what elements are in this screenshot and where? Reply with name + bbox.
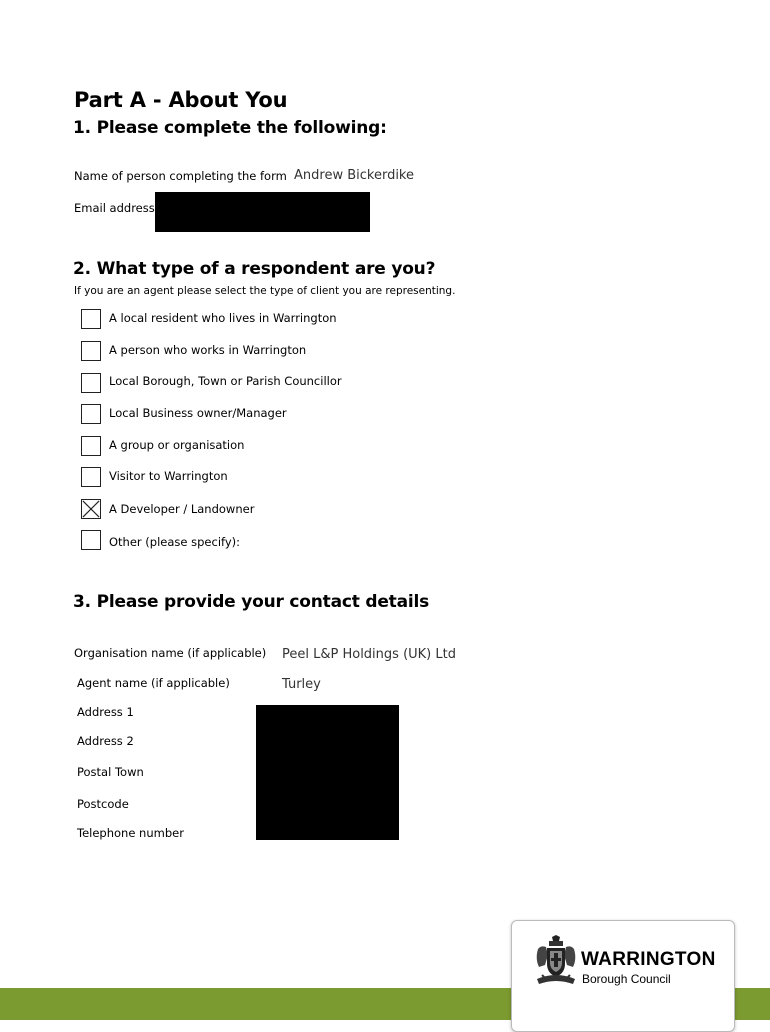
name-label: Name of person completing the form	[74, 169, 287, 183]
address-1-label: Address 1	[77, 705, 134, 719]
checkbox-visitor[interactable]	[81, 467, 101, 487]
agent-label: Agent name (if applicable)	[77, 676, 230, 690]
coat-of-arms-icon	[534, 935, 578, 989]
logo-subtitle: Borough Council	[582, 972, 671, 986]
section-2-heading: 2. What type of a respondent are you?	[73, 259, 436, 279]
contact-details-redaction	[256, 705, 399, 840]
option-label: A local resident who lives in Warrington	[109, 311, 337, 325]
part-title: Part A - About You	[74, 88, 288, 112]
checkbox-other[interactable]	[81, 530, 101, 550]
checkbox-developer-landowner[interactable]	[81, 499, 101, 519]
email-redaction	[155, 192, 370, 232]
section-3-heading: 3. Please provide your contact details	[73, 592, 430, 612]
checkbox-business-owner[interactable]	[81, 404, 101, 424]
postal-town-label: Postal Town	[77, 765, 144, 779]
option-label: A group or organisation	[109, 438, 245, 452]
checkbox-councillor[interactable]	[81, 373, 101, 393]
option-label: Local Borough, Town or Parish Councillor	[109, 374, 342, 388]
postcode-label: Postcode	[77, 797, 129, 811]
address-2-label: Address 2	[77, 734, 134, 748]
checkbox-group-organisation[interactable]	[81, 436, 101, 456]
email-label: Email address	[74, 201, 155, 215]
organisation-label: Organisation name (if applicable)	[74, 646, 267, 660]
logo-name: WARRINGTON	[581, 949, 716, 970]
section-2-instruction: If you are an agent please select the type of client you are representing.	[74, 285, 456, 297]
option-label: A Developer / Landowner	[109, 502, 255, 516]
organisation-value[interactable]: Peel L&P Holdings (UK) Ltd	[282, 647, 456, 662]
name-value[interactable]: Andrew Bickerdike	[294, 168, 414, 183]
checkbox-local-resident[interactable]	[81, 309, 101, 329]
telephone-label: Telephone number	[77, 826, 184, 840]
option-label: Visitor to Warrington	[109, 469, 228, 483]
section-1-heading: 1. Please complete the following:	[73, 118, 387, 138]
check-x-icon	[82, 500, 100, 518]
option-label: A person who works in Warrington	[109, 343, 307, 357]
council-logo	[511, 920, 735, 1032]
option-label: Local Business owner/Manager	[109, 406, 287, 420]
agent-value[interactable]: Turley	[282, 677, 321, 692]
checkbox-works-in-warrington[interactable]	[81, 341, 101, 361]
option-label: Other (please specify):	[109, 535, 241, 549]
